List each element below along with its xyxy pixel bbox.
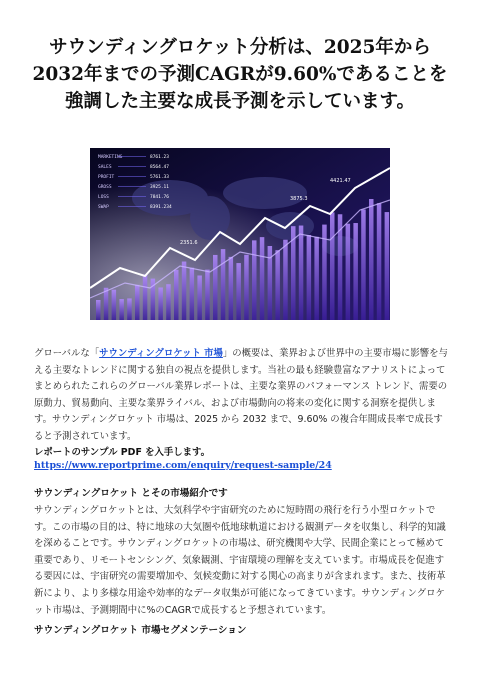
title-line-2: 2032年までの予測CAGRが9.60%であることを bbox=[32, 64, 448, 85]
hero-panel-value: 3925.11 bbox=[150, 185, 169, 190]
hero-bar bbox=[283, 240, 288, 320]
hero-bar bbox=[236, 263, 241, 320]
hero-bar bbox=[197, 275, 202, 320]
hero-bar bbox=[174, 270, 179, 320]
hero-bar bbox=[330, 212, 335, 320]
hero-panel-label: MARKETING bbox=[98, 155, 123, 160]
hero-panel-label: GROSS bbox=[98, 185, 112, 190]
section-body-intro: サウンディングロケットとは、大気科学や宇宙研究のために短時間の飛行を行う小型ロケットです。この市場の目的は、特に地球の大気圏や低地球軌道における観測データを収集し、科学的知識を深めることです。サウンディングロケットの市場は、研究機関や大学、民間企業にとって極めて重要であり、リモートセンシング、気象観測、宇宙環境の理解を支えています。市場成長を促進する要因には、宇宙研究の需要増加や、気候変動に対する関心の高まりが含まれます。また、技術革新により、より多様な用途や効率的なデータ収集が可能になってきています。サウンディングロケット市場は、予測期間中に%のCAGRで成長すると予想されています。 bbox=[34, 505, 446, 616]
intro-body: 」の概要は、業界および世界中の主要市場に影響を与える主要なトレンドに関する独自の視点を提供します。当社の最も経験豊富なアナリストによってまとめられたこれらのグローバル業界レポートは、主要な業界のパフォーマンス トレンド、需要の原動力、貿易動向、主要な業界ライバル、および市場動向の将来の変化に関する洞察を提供します。サウンディングロケット 市場は、2025 から 2032 まで、9.60% の複合年間成長率で成長すると予測されています。 bbox=[34, 348, 448, 442]
section-heading-segmentation: サウンディングロケット 市場セグメンテーション bbox=[34, 625, 247, 636]
hero-bar bbox=[307, 235, 312, 320]
hero-panel-value: 8761.23 bbox=[150, 155, 169, 160]
hero-chart-label: 3875.3 bbox=[290, 196, 308, 202]
hero-panel-value: 7841.76 bbox=[150, 195, 169, 200]
hero-bar bbox=[158, 287, 163, 320]
sample-label: レポートのサンプル PDF を入手します。 bbox=[34, 447, 210, 458]
section-heading-intro: サウンディングロケット とその市場紹介です bbox=[34, 488, 228, 499]
hero-bar bbox=[205, 270, 210, 320]
hero-image bbox=[90, 148, 390, 320]
hero-bar bbox=[229, 257, 234, 320]
hero-bar bbox=[369, 199, 374, 320]
intro-paragraph bbox=[34, 346, 448, 446]
title-line-3: 強調した主要な成長予測を示しています。 bbox=[64, 91, 416, 112]
hero-chart-graphic bbox=[90, 148, 390, 320]
hero-bar bbox=[104, 288, 109, 320]
hero-bar bbox=[385, 212, 390, 320]
hero-bar bbox=[377, 203, 382, 320]
hero-bar bbox=[260, 237, 265, 320]
market-link[interactable]: サウンディングロケット 市場 bbox=[99, 348, 223, 359]
sample-request bbox=[34, 446, 448, 472]
hero-panel-label: SALES bbox=[98, 165, 112, 170]
hero-bar bbox=[361, 209, 366, 320]
title-line-1: サウンディングロケット分析は、2025年から bbox=[49, 37, 431, 58]
hero-bar bbox=[213, 255, 218, 320]
hero-bar bbox=[275, 250, 280, 320]
hero-bar bbox=[252, 240, 257, 320]
hero-bar bbox=[314, 237, 319, 320]
hero-bar bbox=[135, 285, 140, 320]
hero-bar bbox=[299, 226, 304, 320]
hero-bar bbox=[127, 298, 132, 320]
hero-bar bbox=[166, 284, 171, 320]
intro-prefix: グローバルな「 bbox=[34, 348, 100, 359]
hero-panel-label: PROFIT bbox=[98, 175, 115, 180]
hero-bar bbox=[190, 268, 195, 320]
sample-url-link[interactable]: https://www.reportprime.com/enquiry/request-sample/24 bbox=[34, 460, 332, 471]
hero-panel-value: 8391.234 bbox=[150, 205, 172, 210]
hero-bar bbox=[244, 255, 249, 320]
hero-bar bbox=[353, 223, 358, 320]
hero-bar bbox=[346, 224, 351, 320]
hero-panel-label: SWAP bbox=[98, 205, 109, 210]
hero-chart-label: 4421.47 bbox=[330, 178, 351, 184]
hero-chart-label: 2351.6 bbox=[180, 240, 198, 246]
hero-panel-value: 8564.47 bbox=[150, 165, 169, 170]
hero-bar bbox=[182, 262, 187, 320]
hero-bar bbox=[221, 249, 226, 320]
hero-bar bbox=[96, 300, 101, 320]
hero-bar bbox=[112, 290, 117, 320]
page-title bbox=[24, 34, 456, 115]
hero-panel-value: 5761.33 bbox=[150, 175, 169, 180]
hero-bar bbox=[143, 274, 148, 320]
hero-panel-label: LOSS bbox=[98, 195, 109, 200]
hero-bar bbox=[119, 299, 124, 320]
